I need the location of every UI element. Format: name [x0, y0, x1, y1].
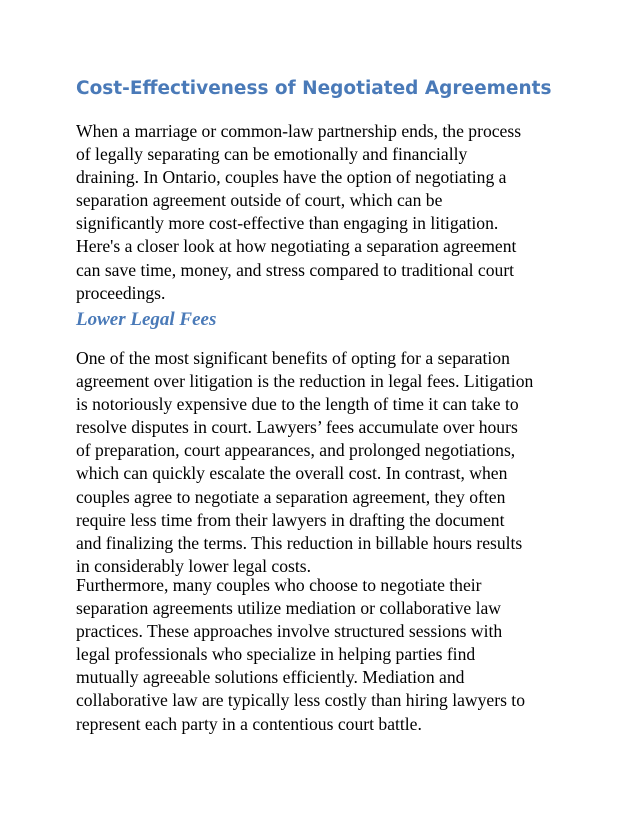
text-line: in considerably lower legal costs.: [76, 555, 312, 576]
text-line: mutually agreeable solutions efficiently. Mediation and: [76, 667, 465, 688]
intro-paragraph: [76, 120, 566, 305]
text-line: is notoriously expensive due to the length of time it can take to: [76, 394, 519, 415]
text-line: collaborative law are typically less costly than hiring lawyers to: [76, 690, 525, 711]
text-line: Here's a closer look at how negotiating a separation agreement: [76, 236, 517, 257]
text-line: of legally separating can be emotionally and financially: [76, 144, 468, 165]
text-line: proceedings.: [76, 282, 166, 303]
text-line: draining. In Ontario, couples have the option of negotiating a: [76, 167, 507, 188]
text-line: couples agree to negotiate a separation agreement, they often: [76, 486, 506, 507]
page-title: Cost-Effectiveness of Negotiated Agreements: [76, 78, 552, 99]
text-line: resolve disputes in court. Lawyers’ fees accumulate over hours: [76, 417, 518, 438]
text-line: of preparation, court appearances, and prolonged negotiations,: [76, 440, 516, 461]
body-paragraph-2: [76, 574, 566, 736]
text-line: separation agreements utilize mediation or collaborative law: [76, 598, 502, 619]
body-paragraph-1: [76, 347, 566, 578]
text-line: separation agreement outside of court, which can be: [76, 190, 443, 211]
text-line: One of the most significant benefits of opting for a separation: [76, 348, 510, 368]
text-line: represent each party in a contentious court battle.: [76, 713, 422, 734]
text-line: agreement over litigation is the reduction in legal fees. Litigation: [76, 371, 534, 392]
text-line: legal professionals who specialize in helping parties find: [76, 644, 476, 665]
text-line: significantly more cost-effective than engaging in litigation.: [76, 213, 499, 234]
text-line: which can quickly escalate the overall cost. In contrast, when: [76, 463, 508, 484]
text-line: and finalizing the terms. This reduction in billable hours results: [76, 532, 523, 553]
text-line: can save time, money, and stress compared to traditional court: [76, 259, 515, 280]
text-line: Furthermore, many couples who choose to negotiate their: [76, 575, 482, 595]
text-line: require less time from their lawyers in drafting the document: [76, 509, 505, 530]
text-line: practices. These approaches involve structured sessions with: [76, 621, 503, 642]
text-line: When a marriage or common-law partnership ends, the process: [76, 121, 522, 141]
section-heading: Lower Legal Fees: [76, 309, 217, 330]
